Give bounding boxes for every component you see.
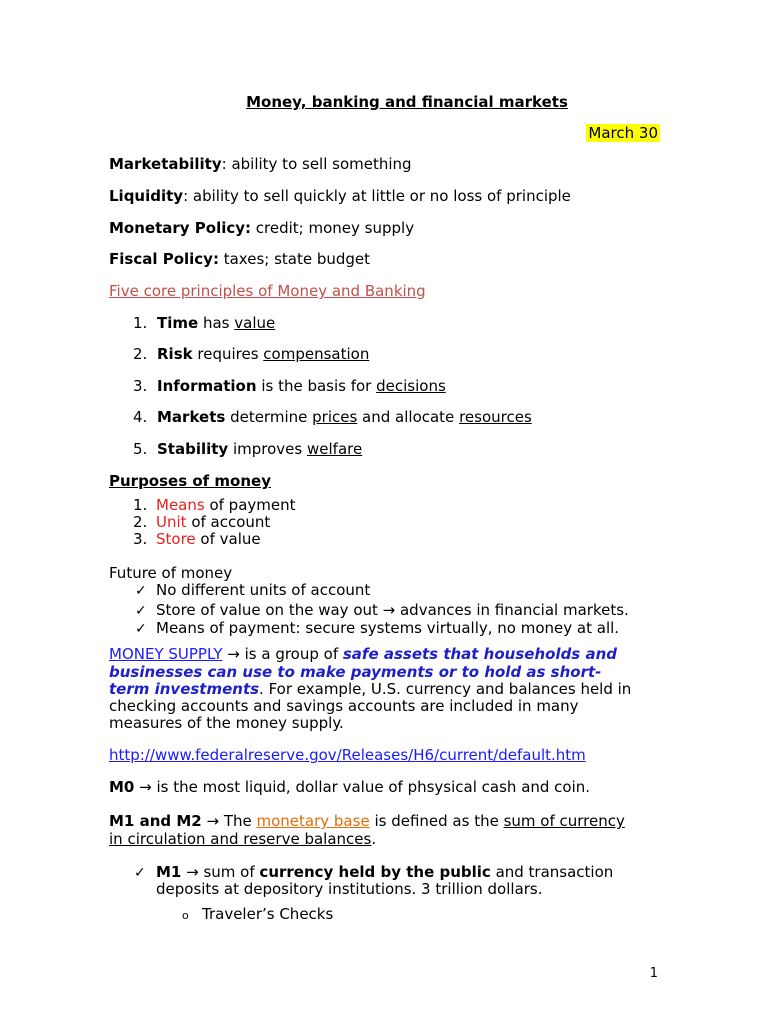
money-supply-line [109, 645, 617, 663]
money-supply-line [109, 663, 601, 681]
purpose-text: of payment [204, 496, 296, 514]
definition-liquidity [109, 187, 571, 205]
purpose-item [133, 496, 296, 514]
sub-list-item [182, 905, 333, 925]
checkmark-icon: ✓ [135, 603, 147, 619]
m1-m2-text: is defined as the [369, 812, 504, 830]
money-supply-line: measures of the money supply. [109, 714, 344, 732]
principle-keyword: welfare [307, 440, 363, 458]
monetary-base-link[interactable]: monetary base [256, 812, 370, 830]
definition-text: credit; money supply [251, 219, 415, 237]
principle-text: and allocate [357, 408, 460, 426]
money-supply-text: . For example, U.S. currency and balances held in [259, 680, 632, 698]
m1-m2-label: M1 and M2 [109, 812, 202, 830]
money-supply-emphasis: term investments [109, 680, 260, 698]
page-title: Money, banking and financial markets [246, 93, 568, 111]
principle-text: determine [225, 408, 313, 426]
core-principles-heading: Five core principles of Money and Banking [109, 282, 426, 300]
checkmark-icon: ✓ [135, 583, 147, 599]
purpose-keyword: Store [156, 530, 196, 548]
principle-term: Information [157, 377, 257, 395]
m1-item-cont: deposits at depository institutions. 3 trillion dollars. [156, 880, 543, 898]
date-highlight [586, 124, 660, 142]
principle-text: improves [228, 440, 307, 458]
list-number: 3. [133, 377, 148, 395]
definition-term: Fiscal Policy: [109, 250, 219, 268]
future-text: No different units of account [156, 581, 371, 599]
m0-definition [109, 778, 590, 796]
purpose-keyword: Means [156, 496, 205, 514]
future-item [135, 619, 619, 638]
m0-text: → is the most liquid, dollar value of phsysical cash and coin. [134, 778, 591, 796]
future-heading: Future of money [109, 564, 233, 582]
m1-m2-definition [109, 812, 625, 830]
principle-term: Risk [157, 345, 193, 363]
purposes-heading: Purposes of money [109, 472, 271, 490]
m1-m2-text: → The [201, 812, 257, 830]
list-number: 3. [133, 530, 148, 548]
purpose-text: of account [186, 513, 271, 531]
list-number: 1. [133, 496, 148, 514]
principle-text: requires [192, 345, 264, 363]
m1-emphasis: currency held by the public [259, 863, 491, 881]
list-number: 5. [133, 440, 148, 458]
list-number: 1. [133, 314, 148, 332]
principle-keyword: prices [312, 408, 358, 426]
principle-item [133, 377, 446, 395]
principle-text: is the basis for [256, 377, 377, 395]
list-number: 2. [133, 345, 148, 363]
page-number: 1 [649, 966, 658, 981]
money-supply-text: → is a group of [222, 645, 343, 663]
m1-label: M1 [156, 863, 182, 881]
money-supply-line [109, 680, 631, 698]
principle-term: Stability [157, 440, 229, 458]
money-supply-line: checking accounts and savings accounts are included in many [109, 697, 579, 715]
principle-item [133, 408, 532, 426]
definition-separator: : [221, 155, 227, 173]
checkmark-icon: ✓ [134, 865, 146, 881]
federal-reserve-link[interactable]: http://www.federalreserve.gov/Releases/H6/current/default.htm [109, 746, 586, 764]
future-text: Means of payment: secure systems virtually, no money at all. [156, 619, 620, 637]
m0-label: M0 [109, 778, 135, 796]
m1-m2-definition-cont [109, 830, 376, 848]
definition-separator: : [183, 187, 189, 205]
money-supply-link[interactable]: MONEY SUPPLY [109, 645, 223, 663]
m1-text: → sum of [181, 863, 260, 881]
future-item [135, 601, 629, 620]
circle-bullet-icon: o [182, 909, 189, 922]
principle-term: Markets [157, 408, 226, 426]
principle-keyword: decisions [376, 377, 446, 395]
principle-keyword: compensation [263, 345, 370, 363]
purpose-item [133, 513, 270, 531]
list-number: 4. [133, 408, 148, 426]
date-text: March 30 [588, 124, 658, 142]
money-supply-emphasis: safe assets that households and [342, 645, 617, 663]
future-text: Store of value on the way out → advances in financial markets. [156, 601, 629, 619]
principle-item [133, 345, 369, 363]
definition-fiscal-policy [109, 250, 370, 268]
money-supply-emphasis: businesses can use to make payments or to hold as short- [109, 663, 602, 681]
future-item [135, 581, 370, 600]
definition-term: Liquidity [109, 187, 184, 205]
definition-term: Monetary Policy: [109, 219, 252, 237]
definition-text: taxes; state budget [218, 250, 371, 268]
checkmark-icon: ✓ [135, 621, 147, 637]
definition-monetary-policy [109, 219, 414, 237]
principle-keyword: resources [459, 408, 532, 426]
m1-m2-text: . [371, 830, 377, 848]
m1-m2-keyword: in circulation and reserve balances [109, 830, 372, 848]
principle-term: Time [157, 314, 199, 332]
m1-text: and transaction [490, 863, 614, 881]
definition-text: ability to sell quickly at little or no loss of principle [188, 187, 571, 205]
m1-m2-keyword: sum of currency [503, 812, 625, 830]
principle-text: has [198, 314, 235, 332]
purpose-keyword: Unit [156, 513, 187, 531]
definition-text: ability to sell something [226, 155, 412, 173]
principle-keyword: value [234, 314, 276, 332]
purpose-text: of value [195, 530, 261, 548]
principle-item [133, 440, 362, 458]
principle-item [133, 314, 275, 332]
sub-list-text: Traveler’s Checks [202, 905, 334, 923]
definition-term: Marketability [109, 155, 222, 173]
list-number: 2. [133, 513, 148, 531]
definition-marketability [109, 155, 412, 173]
purpose-item [133, 530, 261, 548]
